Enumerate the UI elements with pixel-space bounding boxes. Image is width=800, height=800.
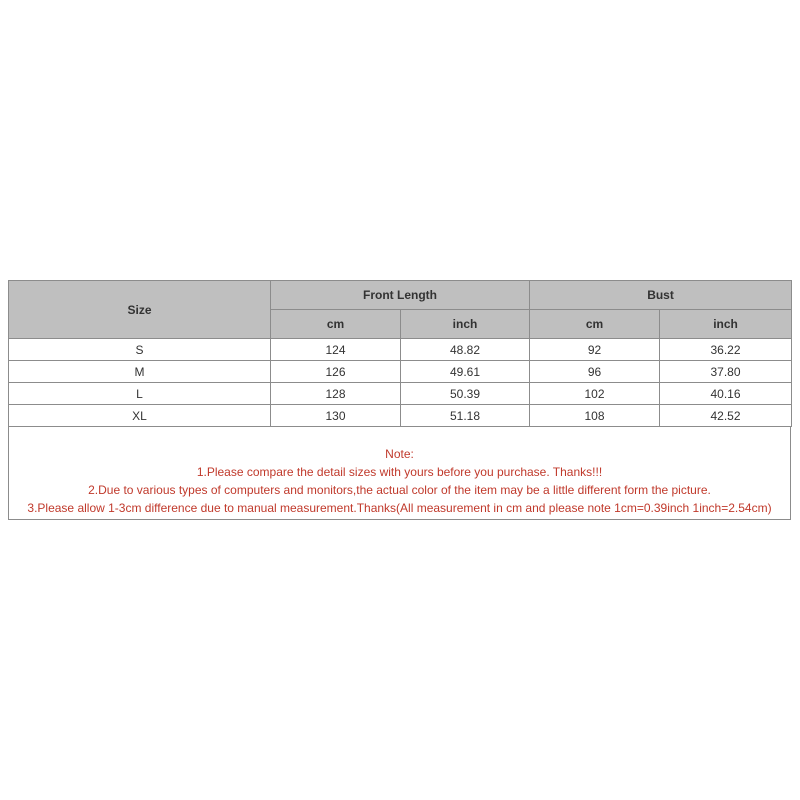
note-title: Note: [385, 447, 414, 461]
table-row [9, 361, 792, 383]
front-length-cm-cell: 124 [271, 339, 401, 361]
size-column-header: Size [9, 281, 271, 339]
note-line-1: 1.Please compare the detail sizes with yours before you purchase. Thanks!!! [196, 465, 603, 479]
front-length-inch-cell: 51.18 [401, 405, 530, 427]
front-length-cm-header: cm [271, 310, 401, 339]
note-line-3: 3.Please allow 1-3cm difference due to manual measurement.Thanks(All measurement in cm and please note 1cm=0.39inch 1inch=2.54cm) [27, 501, 772, 515]
table-row [9, 339, 792, 361]
bust-inch-cell: 37.80 [660, 361, 792, 383]
front-length-inch-cell: 48.82 [401, 339, 530, 361]
front-length-cm-cell: 128 [271, 383, 401, 405]
size-cell: L [9, 383, 271, 405]
front-length-inch-cell: 49.61 [401, 361, 530, 383]
bust-inch-cell: 40.16 [660, 383, 792, 405]
size-cell: M [9, 361, 271, 383]
bust-cm-header: cm [530, 310, 660, 339]
table-body [9, 339, 792, 427]
bust-header: Bust [530, 281, 792, 310]
front-length-cm-cell: 126 [271, 361, 401, 383]
bust-inch-cell: 36.22 [660, 339, 792, 361]
size-chart [8, 280, 791, 520]
notes-panel [8, 427, 791, 520]
bust-inch-header: inch [660, 310, 792, 339]
front-length-inch-cell: 50.39 [401, 383, 530, 405]
bust-inch-cell: 42.52 [660, 405, 792, 427]
bust-cm-cell: 108 [530, 405, 660, 427]
bust-cm-cell: 102 [530, 383, 660, 405]
front-length-cm-cell: 130 [271, 405, 401, 427]
size-table [8, 280, 792, 427]
table-header [9, 281, 792, 339]
front-length-inch-header: inch [401, 310, 530, 339]
front-length-header: Front Length [271, 281, 530, 310]
table-row [9, 383, 792, 405]
table-row [9, 405, 792, 427]
note-line-2: 2.Due to various types of computers and monitors,the actual color of the item may be a little different form the picture. [88, 483, 711, 497]
bust-cm-cell: 96 [530, 361, 660, 383]
size-cell: S [9, 339, 271, 361]
size-cell: XL [9, 405, 271, 427]
bust-cm-cell: 92 [530, 339, 660, 361]
